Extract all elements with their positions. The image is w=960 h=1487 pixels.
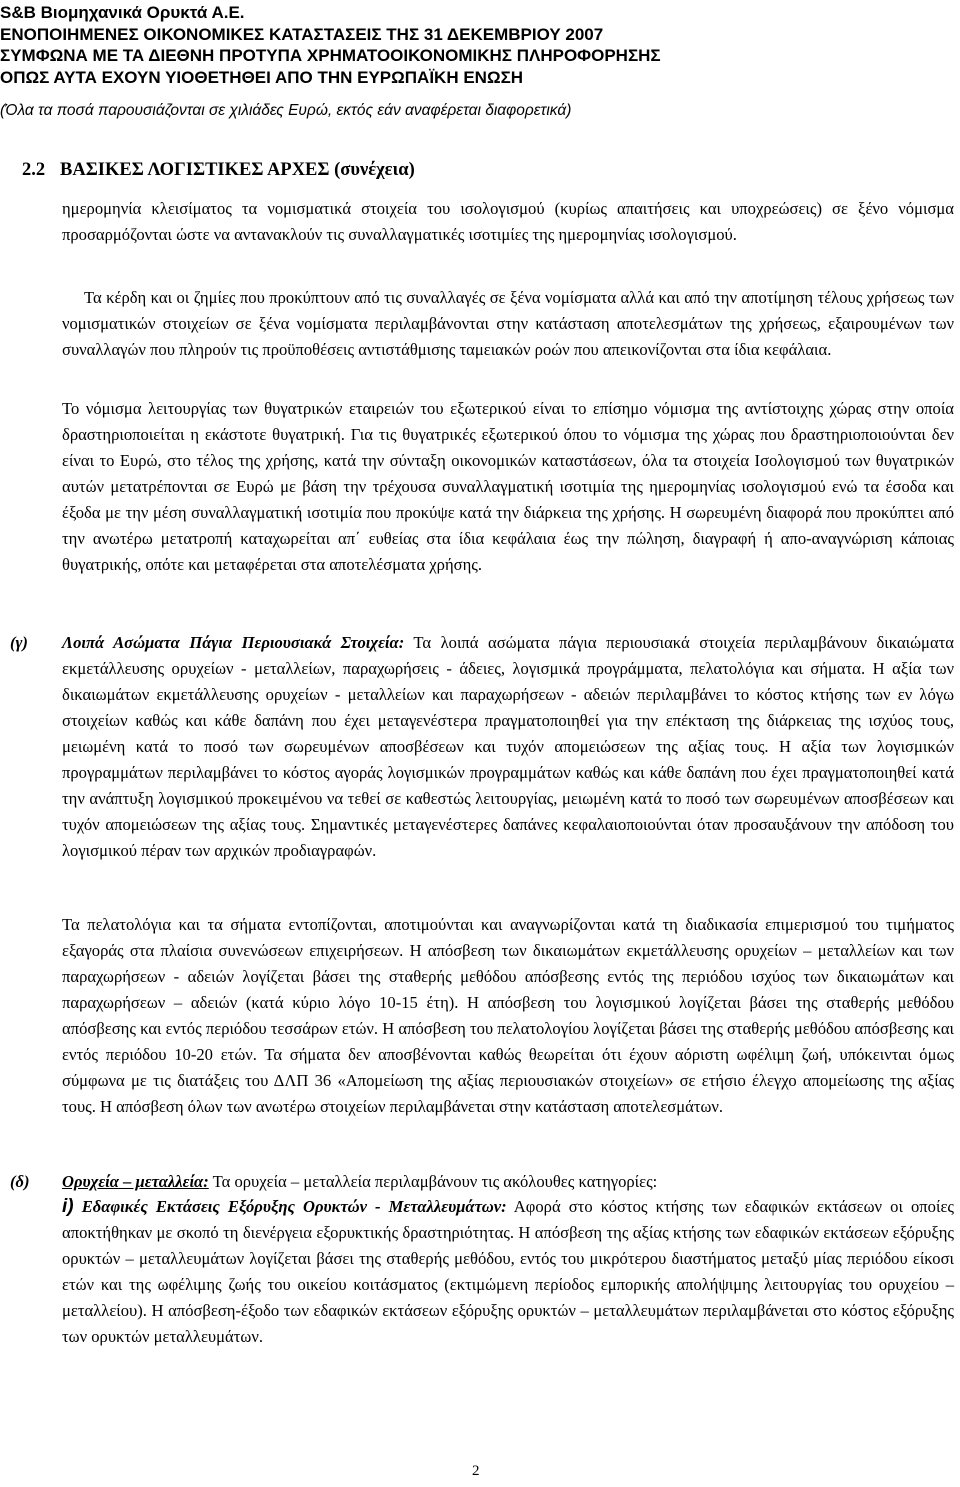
- item-g-heading: Λοιπά Ασώματα Πάγια Περιουσιακά Στοιχεία:: [62, 633, 405, 652]
- standards-title: ΣΥΜΦΩΝΑ ΜΕ ΤΑ ΔΙΕΘΝΗ ΠΡΟΤΥΠΑ ΧΡΗΜΑΤΟΟΙΚΟΝΟΜΙΚΗΣ ΠΛΗΡΟΦΟΡΗΣΗΣ: [0, 46, 661, 65]
- item-d-paragraph: [62, 1169, 954, 1195]
- section-title: ΒΑΣΙΚΕΣ ΛΟΓΙΣΤΙΚΕΣ ΑΡΧΕΣ (συνέχεια): [60, 160, 415, 180]
- document-header: [0, 2, 960, 88]
- paragraph-closing-date: ημερομηνία κλεισίματος τα νομισματικά στοιχεία του ισολογισμού (κυρίως απαιτήσεις και υποχρεώσεις) σε ξένο νόμισμα προσαρμόζονται ώστε να αντανακλούν τις συναλλαγματικές ισοτιμίες της ημερομηνίας ισολογισμού.: [62, 199, 954, 244]
- eu-adoption-title: ΟΠΩΣ ΑΥΤΑ ΕΧΟΥΝ ΥΙΟΘΕΤΗΘΕΙ ΑΠΟ ΤΗΝ ΕΥΡΩΠΑΪΚΗ ΕΝΩΣΗ: [0, 67, 524, 87]
- item-g-marker: (γ): [10, 633, 28, 652]
- company-name: S&B Βιομηχανικά Ορυκτά Α.Ε.: [0, 3, 245, 22]
- item-g-paragraph-2: Τα πελατολόγια και τα σήματα εντοπίζονται, αποτιμούνται και αναγνωρίζονται κατά τη διαδικασία επιμερισμού του τιμήματος εξαγοράς στα πλαίσια συνενώσεων επιχειρήσεων. Η απόσβεση των δικαιωμάτων εκμετάλλευσης ορυχείων – μεταλλείων και των παραχωρήσεων - αδειών λογίζεται βάσει της σταθερής μεθόδου απόσβεσης εντός της περιόδου ισχύος των δικαιωμάτων και παραχωρήσεων – αδειών (κατά κύριο λόγο 10-15 έτη). Η απόσβεση του λογισμικού λογίζεται βάσει της σταθερής μεθόδου απόσβεσης και εντός περιόδου τεσσάρων ετών. Η απόσβεση του πελατολογίου λογίζεται βάσει της σταθερής μεθόδου απόσβεσης και εντός περιόδου 10-20 ετών. Τα σήματα δεν αποσβένονται καθώς θεωρείται ότι έχουν αόριστη ωφέλιμη ζωή, υπόκεινται όμως σύμφωνα με τις διατάξεις του ΔΛΠ 36 «Απομείωση της αξίας περιουσιακών στοιχείων» σε ετήσιο έλεγχο απομείωσης της αξίας τους. Η απόσβεση όλων των ανωτέρω στοιχείων περιλαμβάνεται στην κατάσταση αποτελεσμάτων.: [62, 915, 954, 1116]
- section-heading: [22, 160, 415, 181]
- page-number: 2: [472, 1463, 480, 1479]
- item-d-sub-marker: i): [62, 1196, 74, 1217]
- amounts-note: (Όλα τα ποσά παρουσιάζονται σε χιλιάδες Ευρώ, εκτός εάν αναφέρεται διαφορετικά): [0, 102, 572, 119]
- item-d-sub-text: Αφορά στο κόστος κτήσης των εδαφικών εκτάσεων οι οποίες αποκτήθηκαν με σκοπό τη διενέργεια εξορυκτικής δραστηριότητας. Η απόσβεση της αξίας κτήσης των εδαφικών εκτάσεων εξόρυξης ορυκτών – μεταλλευμάτων λογίζεται βάσει της σταθερής μεθόδου, εντός του μικρότερου διαστήματος μεταξύ μίας περιόδου είκοσι ετών και της ωφέλιμης ζωής του οικείου κοιτάσματος (εκτιμώμενη περίοδος εμπορικής απολήψιμης λειτουργίας του ορυχείου – μεταλλείου). Η απόσβεση-έξοδο των εδαφικών εκτάσεων εξόρυξης ορυκτών – μεταλλευμάτων περιλαμβάνεται στο κόστος εξόρυξης των ορυκτών μεταλλευμάτων.: [62, 1197, 954, 1346]
- item-d-sub-paragraph: [62, 1194, 954, 1350]
- section-number: 2.2: [22, 160, 46, 180]
- item-d-sub-heading: Εδαφικές Εκτάσεις Εξόρυξης Ορυκτών - Μεταλλευμάτων:: [73, 1197, 507, 1216]
- statements-title: ΕΝΟΠΟΙΗΜΕΝΕΣ ΟΙΚΟΝΟΜΙΚΕΣ ΚΑΤΑΣΤΑΣΕΙΣ ΤΗΣ 31 ΔΕΚΕΜΒΡΙΟΥ 2007: [0, 24, 604, 44]
- item-d-marker: (δ): [10, 1172, 30, 1191]
- item-g-paragraph: [62, 630, 954, 864]
- item-d-heading: Ορυχεία – μεταλλεία:: [62, 1172, 209, 1191]
- item-d-text: Τα ορυχεία – μεταλλεία περιλαμβάνουν τις ακόλουθες κατηγορίες:: [208, 1172, 658, 1191]
- paragraph-fx-gains-losses: Τα κέρδη και οι ζημίες που προκύπτουν από τις συναλλαγές σε ξένα νομίσματα αλλά και από την αποτίμηση τέλους χρήσεως των νομισματικών στοιχείων σε ξένα νομίσματα περιλαμβάνονται στην κατάσταση αποτελεσμάτων της χρήσεως, εξαιρουμένων των συναλλαγών που πληρούν τις προϋποθέσεις αντιστάθμισης ταμειακών ροών που απεικονίζονται στα ίδια κεφάλαια.: [62, 288, 954, 359]
- paragraph-functional-currency: Το νόμισμα λειτουργίας των θυγατρικών εταιρειών του εξωτερικού είναι το επίσημο νόμισμα της αντίστοιχης χώρας στην οποία δραστηριοποιείται η εκάστοτε θυγατρική. Για τις θυγατρικές εξωτερικού όπου το νόμισμα της χώρας που δραστηριοποιούνται δεν είναι το Ευρώ, στο τέλος της χρήσης, κατά την σύνταξη οικονομικών καταστάσεων, όλα τα στοιχεία Ισολογισμού των θυγατρικών αυτών μετατρέπονται σε Ευρώ με βάση την τρέχουσα συναλλαγματική ισοτιμία της ημερομηνίας ισολογισμού ενώ τα έσοδα και έξοδα με την μέση συναλλαγματική ισοτιμία που προκύψε κατά την διάρκεια της χρήσης. Η σωρευμένη διαφορά που προκύπτει από την ανωτέρω μετατροπή καταχωρείται απ΄ ευθείας στα ίδια κεφάλαια έως την πώληση, διαγραφή ή απο-αναγνώριση κάποιας θυγατρικής, οπότε και μεταφέρεται στα αποτελέσματα χρήσης.: [62, 399, 954, 574]
- item-g-text: Τα λοιπά ασώματα πάγια περιουσιακά στοιχεία περιλαμβάνουν δικαιώματα εκμετάλλευσης ορυχείων - μεταλλείων, παραχωρήσεις - άδειες, λογισμικά προγράμματα, πελατολόγια και σήματα. Η αξία των δικαιωμάτων εκμετάλλευσης ορυχείων - μεταλλείων και παραχωρήσεων - αδειών περιλαμβάνει το κόστος κτήσης των εν λόγω στοιχείων καθώς και κάθε δαπάνη που έχει μεταγενέστερα πραγματοποιηθεί για την επέκταση της διάρκειας της ισχύος τους, μειωμένη κατά το ποσό των σωρευμένων αποσβέσεων και τυχόν απομειώσεων της αξίας τους. Η αξία των λογισμικών προγραμμάτων περιλαμβάνει το κόστος αγοράς λογισμικών προγραμμάτων καθώς και κάθε δαπάνη που έχει πραγματοποιηθεί κατά την ανάπτυξη λογισμικού προκειμένου να τεθεί σε καθεστώς λειτουργίας, μειωμένη κατά το ποσό των σωρευμένων αποσβέσεων και τυχόν απομειώσεων της αξίας τους. Σημαντικές μεταγενέστερες δαπάνες κεφαλαιοποιούνται όταν προσαυξάνουν την απόδοση του λογισμικού πέραν των αρχικών προδιαγραφών.: [62, 633, 954, 860]
